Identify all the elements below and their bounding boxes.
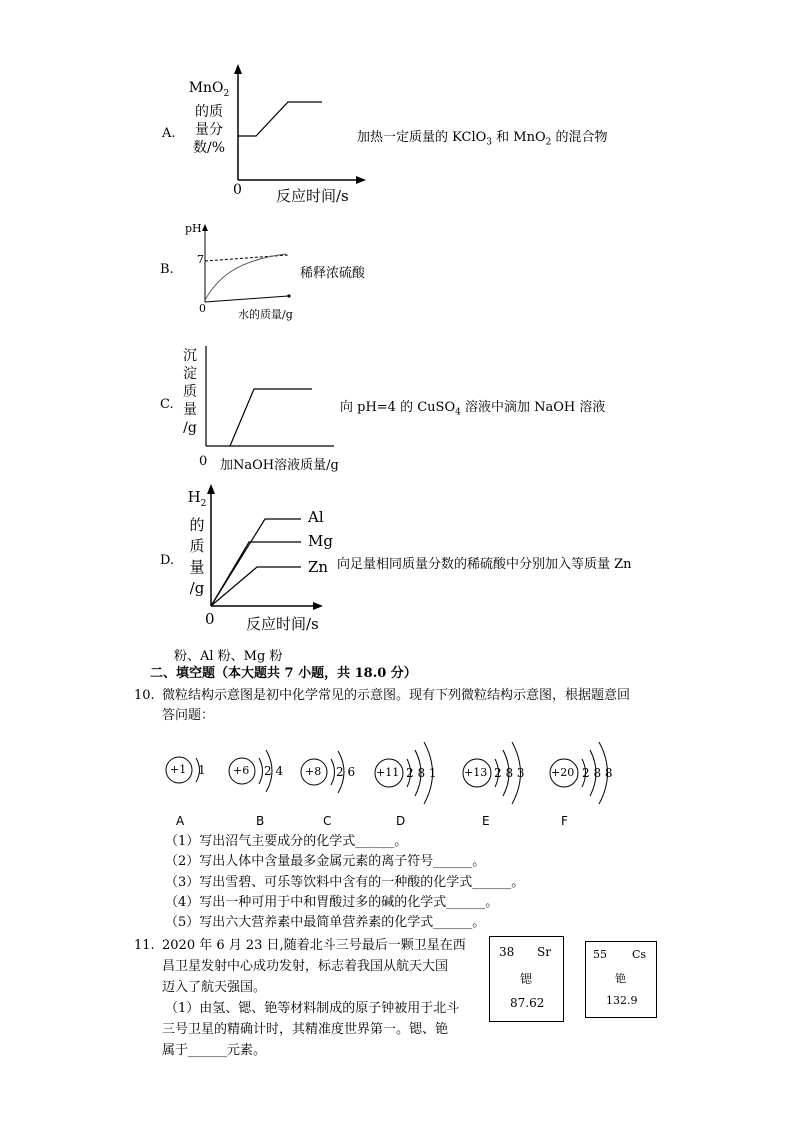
atom-f-label: F	[561, 814, 568, 828]
option-b-letter: B.	[160, 262, 174, 277]
atom-e-nucleus: +13	[464, 766, 488, 779]
option-a-desc: 加热一定质量的 KClO$_3$ 和 MnO$_2$ 的混合物	[357, 130, 608, 148]
atom-d-label: D	[396, 814, 406, 828]
option-d-line-al: Al	[308, 508, 324, 526]
atom-d-shells: 2 8 1	[406, 766, 437, 780]
option-c-xlabel: 加NaOH溶液质量/g	[220, 458, 339, 473]
cs-number: 55	[593, 948, 607, 961]
q10-sub-1: （1）写出沼气主要成分的化学式______。	[165, 834, 408, 849]
q10-text-cont: 答问题：	[162, 708, 215, 723]
atom-b-label: B	[256, 814, 265, 828]
option-d-ylabel: $H_2$ 的 质 量 /g	[187, 488, 207, 597]
option-b-origin: 0	[199, 302, 206, 315]
q11-line-1: 2020 年 6 月 23 日,随着北斗三号最后一颗卫星在西	[162, 938, 466, 953]
q11-number: 11.	[134, 938, 155, 953]
q10-sub-2: （2）写出人体中含量最多金属元素的离子符号______。	[165, 854, 486, 869]
q11-line-6: 属于______元素。	[162, 1043, 267, 1058]
option-a-xlabel: 反应时间/s	[276, 187, 349, 205]
element-tile-cs	[585, 941, 657, 1018]
q11-line-3: 迈入了航天强国。	[162, 980, 267, 995]
sr-symbol: Sr	[537, 945, 551, 959]
option-b-xlabel: 水的质量/g	[238, 308, 293, 321]
q10-sub-5: （5）写出六大营养素中最简单营养素的化学式______。	[165, 915, 486, 930]
q10-text: 微粒结构示意图是初中化学常见的示意图。现有下列微粒结构示意图，根据题意回	[162, 688, 631, 703]
atom-c-nucleus: +8	[305, 765, 322, 778]
option-a-chart	[230, 62, 370, 187]
option-c-chart	[198, 342, 338, 452]
atom-a-label: A	[176, 814, 185, 828]
q10-sub-4: （4）写出一种可用于中和胃酸过多的碱的化学式______。	[165, 895, 499, 910]
q11-line-2: 昌卫星发射中心成功发射，标志着我国从航天大国	[162, 959, 449, 974]
atom-d-nucleus: +11	[376, 766, 400, 779]
atom-b-shells: 2 4	[264, 764, 284, 778]
option-d-xlabel: 反应时间/s	[246, 615, 319, 633]
atom-a-nucleus: +1	[170, 763, 187, 776]
option-d-desc-cont: 粉、Al 粉、Mg 粉	[174, 649, 283, 664]
q10-number: 10.	[134, 688, 155, 703]
q11-line-4: （1）由氢、锶、铯等材料制成的原子钟被用于北斗	[165, 1001, 460, 1016]
atom-f-nucleus: +20	[551, 766, 575, 779]
atom-c-label: C	[323, 814, 332, 828]
option-a-letter: A.	[162, 126, 176, 141]
option-a-ylabel: MnO$_2$ 的质 量分 数/%	[188, 80, 230, 156]
cs-name: 铯	[615, 972, 626, 985]
option-d-line-zn: Zn	[308, 558, 329, 576]
option-b-seven: 7	[197, 253, 204, 266]
sr-number: 38	[499, 945, 515, 959]
option-b-ylabel: pH	[185, 222, 202, 235]
section-heading: 二、填空题（本大题共 7 小题，共 18.0 分）	[150, 666, 417, 681]
atom-e-shells: 2 8 3	[494, 766, 525, 780]
element-tile-sr	[489, 936, 564, 1022]
option-a-origin: 0	[233, 182, 242, 198]
option-d-desc: 向足量相同质量分数的稀硫酸中分别加入等质量 Zn	[337, 557, 632, 572]
atom-c-shells: 2 6	[336, 765, 356, 779]
atom-b-nucleus: +6	[233, 764, 250, 777]
option-b-desc: 稀释浓硫酸	[300, 266, 366, 281]
atom-e-label: E	[482, 814, 490, 828]
cs-symbol: Cs	[632, 948, 647, 961]
q11-line-5: 三号卫星的精确计时，其精准度世界第一。锶、铯	[162, 1022, 449, 1037]
cs-mass: 132.9	[606, 994, 638, 1007]
option-b-chart	[198, 222, 298, 307]
sr-name: 锶	[520, 972, 533, 986]
q10-sub-3: （3）写出雪碧、可乐等饮料中含有的一种酸的化学式______。	[165, 875, 525, 890]
atom-a-shells: 1	[198, 763, 206, 777]
option-c-letter: C.	[160, 397, 174, 412]
option-c-desc: 向 pH=4 的 CuSO$_4$ 溶液中滴加 NaOH 溶液	[340, 400, 606, 418]
option-c-origin: 0	[199, 454, 208, 469]
option-d-origin: 0	[205, 610, 215, 628]
option-d-letter: D.	[160, 553, 175, 568]
option-d-line-mg: Mg	[308, 532, 333, 550]
sr-mass: 87.62	[510, 996, 545, 1010]
atom-f-shells: 2 8 8	[582, 766, 613, 780]
option-c-ylabel: 沉 淀 质 量 /g	[183, 348, 197, 436]
